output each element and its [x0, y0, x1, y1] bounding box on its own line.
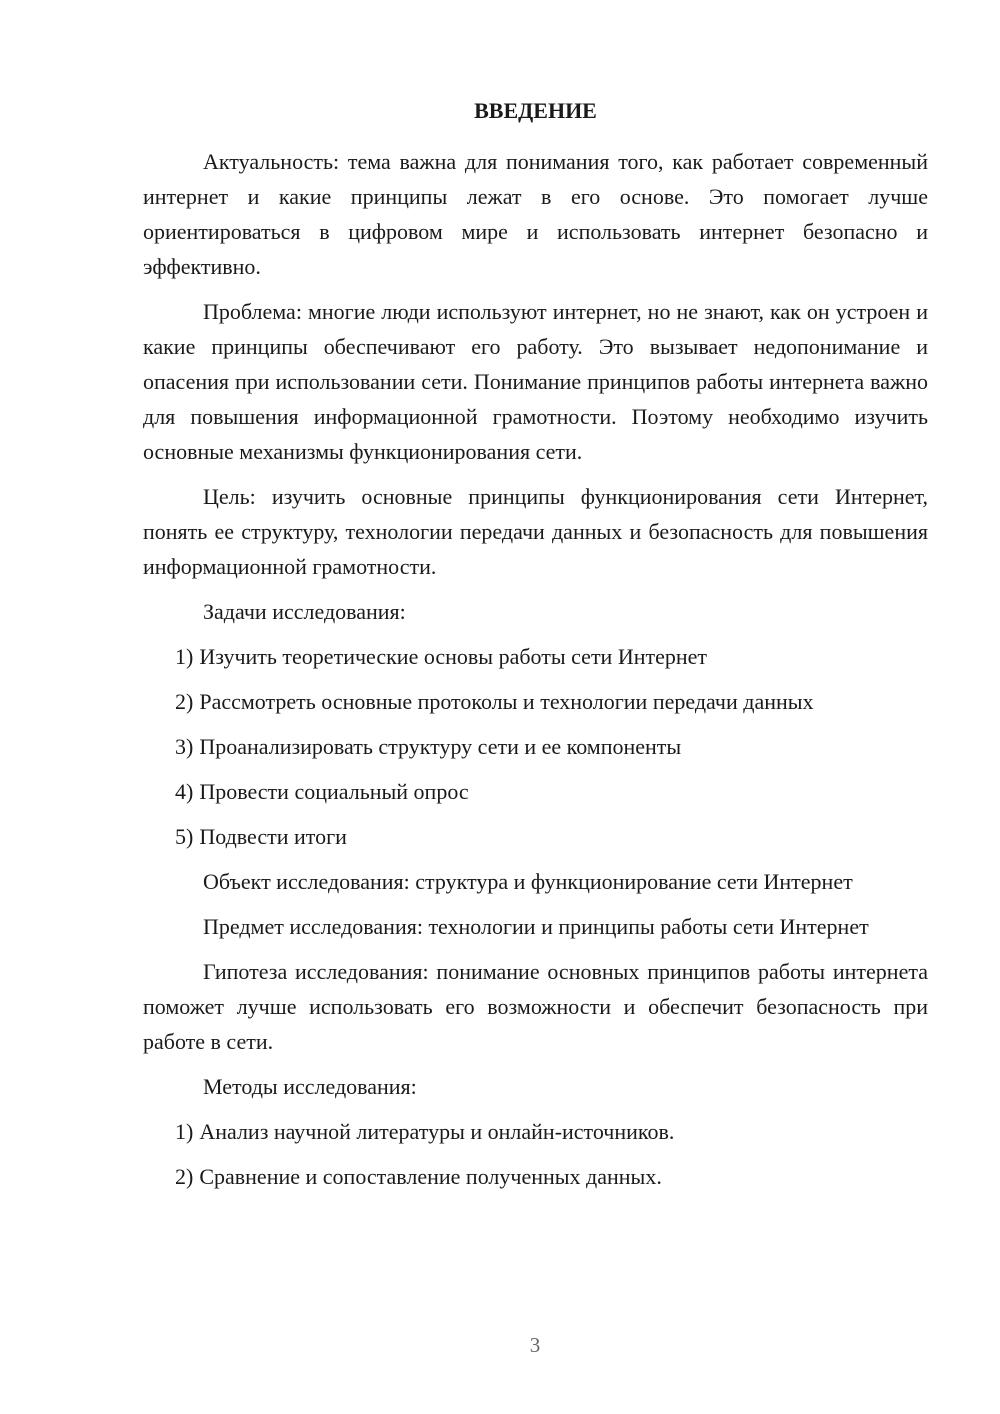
hypothesis-paragraph: Гипотеза исследования: понимание основных принципов работы интернета поможет лучше использовать его возможности и обеспечит безопасность при работе в сети. [143, 959, 928, 1054]
list-item-number: 1) [175, 1119, 194, 1144]
relevance-paragraph: Актуальность: тема важна для понимания того, как работает современный интернет и какие принципы лежат в его основе. Это помогает лучше ориентироваться в цифровом мире и использовать интернет безопасно и эффективно. [143, 149, 928, 279]
list-item-text: Подвести итоги [199, 824, 347, 849]
methods-heading: Методы исследования: [203, 1074, 417, 1099]
page-number: 3 [529, 1333, 541, 1357]
list-item-number: 4) [175, 779, 194, 804]
list-item [175, 819, 928, 854]
list-item [175, 729, 928, 764]
tasks-heading: Задачи исследования: [203, 599, 406, 624]
list-item-number: 3) [175, 734, 194, 759]
list-item-text: Сравнение и сопоставление полученных данных. [199, 1164, 662, 1189]
section-title: ВВЕДЕНИЕ [474, 98, 597, 123]
list-item-text: Рассмотреть основные протоколы и технологии передачи данных [199, 689, 814, 714]
list-item-text: Изучить теоретические основы работы сети Интернет [199, 644, 708, 669]
list-item-number: 5) [175, 824, 194, 849]
list-item [175, 1159, 928, 1194]
list-item-text: Провести социальный опрос [199, 779, 469, 804]
list-item [175, 774, 928, 809]
object-paragraph: Объект исследования: структура и функционирование сети Интернет [203, 869, 853, 894]
list-item-number: 2) [175, 1164, 194, 1189]
subject-paragraph: Предмет исследования: технологии и принципы работы сети Интернет [203, 914, 869, 939]
list-item-number: 1) [175, 644, 194, 669]
list-item-text: Анализ научной литературы и онлайн-источников. [199, 1119, 675, 1144]
list-item [175, 639, 928, 674]
goal-paragraph: Цель: изучить основные принципы функционирования сети Интернет, понять ее структуру, технологии передачи данных и безопасность для повышения информационной грамотности. [143, 484, 928, 579]
list-item [175, 1114, 928, 1149]
list-item [175, 684, 928, 719]
problem-paragraph: Проблема: многие люди используют интернет, но не знают, как он устроен и какие принципы обеспечивают его работу. Это вызывает недопонимание и опасения при использовании сети. Понимание принципов работы интернета важно для повышения информационной грамотности. Поэтому необходимо изучить основные механизмы функционирования сети. [143, 299, 928, 464]
list-item-text: Проанализировать структуру сети и ее компоненты [199, 734, 682, 759]
list-item-number: 2) [175, 689, 194, 714]
page-content [143, 95, 928, 1204]
